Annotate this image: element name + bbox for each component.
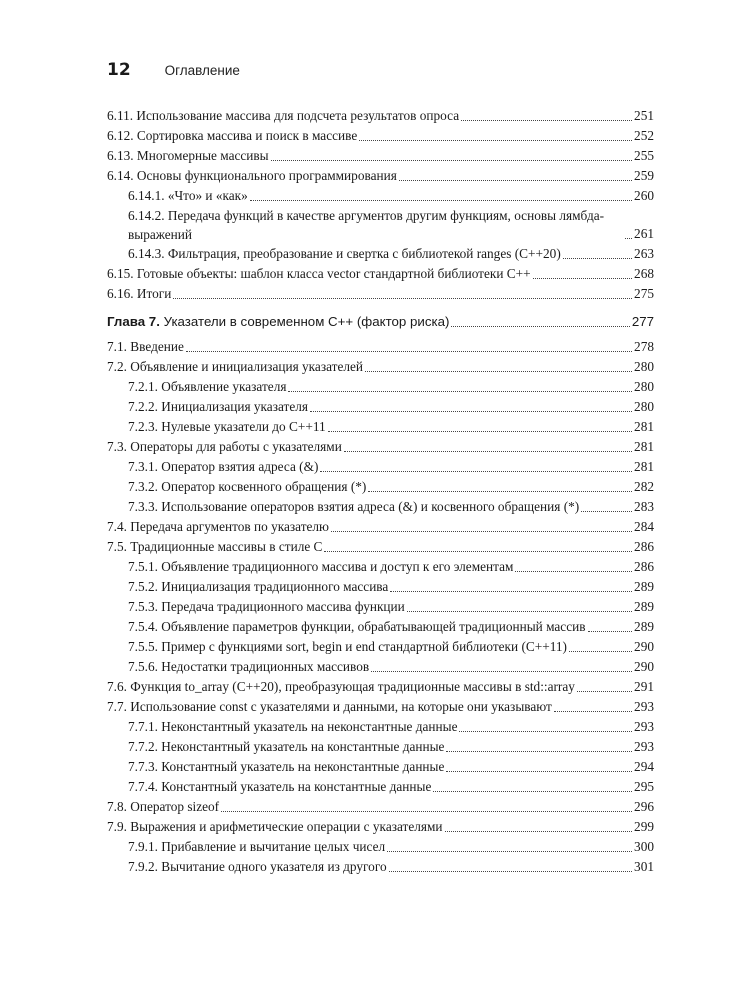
dot-leader	[407, 611, 632, 612]
toc-page-number: 281	[634, 439, 654, 454]
dot-leader	[554, 711, 632, 712]
toc-entry	[107, 737, 654, 757]
toc-page-number: 281	[634, 459, 654, 474]
dot-leader	[445, 831, 633, 832]
toc-entry	[107, 284, 654, 304]
toc-page-number: 280	[634, 359, 654, 374]
toc-page-number: 293	[634, 739, 654, 754]
toc-page-number: 290	[634, 659, 654, 674]
toc-entry-title	[107, 312, 449, 332]
toc-entry	[107, 537, 654, 557]
toc-page-number: 282	[634, 479, 654, 494]
toc-entry-title: 6.16. Итоги	[107, 286, 172, 301]
toc-entry-title: 7.2.2. Инициализация указателя	[128, 399, 308, 414]
toc-page-number: 280	[634, 399, 654, 414]
dot-leader	[461, 120, 632, 121]
toc-entry-title: 6.14. Основы функционального программирования	[107, 168, 397, 183]
toc-entry-title: 6.11. Использование массива для подсчета результатов опроса	[107, 108, 460, 123]
toc-entry-title: 7.9.2. Вычитание одного указателя из другого	[128, 859, 387, 874]
toc-page-number: 259	[634, 168, 654, 183]
dot-leader	[186, 351, 632, 352]
toc-entry-title: 7.5.1. Объявление традиционного массива и доступ к его элементам	[128, 559, 514, 574]
toc-entry	[107, 457, 654, 477]
dot-leader	[221, 811, 632, 812]
toc-entry-title: 7.4. Передача аргументов по указателю	[107, 519, 329, 534]
dot-leader	[371, 671, 632, 672]
toc-page-number: 301	[634, 859, 654, 874]
toc-page-number: 263	[634, 246, 654, 261]
toc-entry	[107, 657, 654, 677]
toc-entry-title: 6.15. Готовые объекты: шаблон класса vector стандартной библиотеки C++	[107, 266, 531, 281]
dot-leader	[451, 326, 629, 327]
dot-leader	[271, 160, 632, 161]
toc-page-number: 286	[634, 559, 654, 574]
toc-page-number: 293	[634, 719, 654, 734]
toc-entry-title: 7.3.3. Использование операторов взятия адреса (&) и косвенного обращения (*)	[128, 499, 580, 514]
toc-page-number: 280	[634, 379, 654, 394]
toc-page-number: 281	[634, 419, 654, 434]
toc-page-number: 261	[634, 226, 654, 241]
toc-entry	[107, 337, 654, 357]
dot-leader	[320, 471, 632, 472]
toc-page-number: 291	[634, 679, 654, 694]
toc-page-number: 300	[634, 839, 654, 854]
toc-page-number: 293	[634, 699, 654, 714]
toc-entry	[107, 186, 654, 206]
dot-leader	[288, 391, 632, 392]
toc-page-number: 289	[634, 619, 654, 634]
toc-entry	[107, 437, 654, 457]
toc-entry-title: 7.3. Операторы для работы с указателями	[107, 439, 342, 454]
toc-entry	[107, 417, 654, 437]
toc-entry	[107, 497, 654, 517]
toc-entry	[107, 717, 654, 737]
toc-page-number: 255	[634, 148, 654, 163]
toc-entry-title: 7.8. Оператор sizeof	[107, 799, 220, 814]
toc-page-number: 284	[634, 519, 654, 534]
toc-entry-title: 7.5.5. Пример с функциями sort, begin и end стандартной библиотеки (C++11)	[128, 639, 567, 654]
toc-entry	[107, 757, 654, 777]
toc-page-number: 294	[634, 759, 654, 774]
toc-page-number: 296	[634, 799, 654, 814]
toc-entry-title: 6.12. Сортировка массива и поиск в массиве	[107, 128, 358, 143]
dot-leader	[588, 631, 633, 632]
dot-leader	[359, 140, 632, 141]
toc-entry	[107, 517, 654, 537]
dot-leader	[433, 791, 632, 792]
toc-page-number: 290	[634, 639, 654, 654]
dot-leader	[331, 531, 632, 532]
page-number: 12	[107, 60, 131, 80]
toc-entry	[107, 617, 654, 637]
toc-entry	[107, 477, 654, 497]
dot-leader	[250, 200, 632, 201]
toc-page-number: 251	[634, 108, 654, 123]
toc-entry-title: 7.9.1. Прибавление и вычитание целых чисел	[128, 839, 386, 854]
toc-entry-title: 7.3.1. Оператор взятия адреса (&)	[128, 459, 319, 474]
toc-entry	[107, 146, 654, 166]
dot-leader	[581, 511, 632, 512]
toc-entry	[107, 837, 654, 857]
toc-entry-title: 7.1. Введение	[107, 339, 184, 354]
toc-entry-title: 6.14.1. «Что» и «как»	[128, 188, 248, 203]
dot-leader	[459, 731, 632, 732]
toc-entry	[107, 577, 654, 597]
toc-entry	[107, 817, 654, 837]
toc-entry	[107, 106, 654, 126]
toc-page-number: 299	[634, 819, 654, 834]
toc-entry-title: 7.2. Объявление и инициализация указателей	[107, 359, 363, 374]
toc-entry	[107, 797, 654, 817]
toc-entry-title: 6.14.3. Фильтрация, преобразование и свертка с библиотекой ranges (C++20)	[128, 246, 561, 261]
toc-entry-title: 6.14.2. Передача функций в качестве аргументов другим функциям, основы лямбда-выражений	[128, 208, 605, 242]
toc-page-number: 278	[634, 339, 654, 354]
dot-leader	[365, 371, 632, 372]
toc-chapter-entry	[107, 312, 654, 332]
toc-entry	[107, 557, 654, 577]
toc-entry-title: 7.2.1. Объявление указателя	[128, 379, 287, 394]
dot-leader	[389, 871, 632, 872]
toc-entry	[107, 377, 654, 397]
running-title: Оглавление	[164, 63, 240, 78]
dot-leader	[533, 278, 632, 279]
dot-leader	[515, 571, 632, 572]
dot-leader	[569, 651, 632, 652]
toc-page-number: 252	[634, 128, 654, 143]
table-of-contents	[107, 106, 654, 877]
toc-page-number: 275	[634, 286, 654, 301]
toc-entry-title: 7.5.2. Инициализация традиционного массива	[128, 579, 389, 594]
toc-entry-title: 7.7.4. Константный указатель на константные данные	[128, 779, 432, 794]
page-header	[107, 60, 240, 80]
toc-entry	[107, 697, 654, 717]
dot-leader	[344, 451, 632, 452]
dot-leader	[399, 180, 632, 181]
dot-leader	[577, 691, 632, 692]
chapter-title: Указатели в современном C++ (фактор риска)	[159, 314, 450, 329]
toc-entry-title: 7.7. Использование const с указателями и данными, на которые они указывают	[107, 699, 552, 714]
toc-entry-title: 7.7.2. Неконстантный указатель на константные данные	[128, 739, 445, 754]
toc-page-number: 260	[634, 188, 654, 203]
toc-entry	[107, 357, 654, 377]
toc-entry-title: 7.5.4. Объявление параметров функции, обрабатывающей традиционный массив	[128, 619, 586, 634]
toc-entry	[107, 857, 654, 877]
toc-entry	[107, 264, 654, 284]
dot-leader	[310, 411, 632, 412]
toc-page-number: 286	[634, 539, 654, 554]
toc-entry-title: 7.5. Традиционные массивы в стиле C	[107, 539, 323, 554]
toc-entry	[107, 597, 654, 617]
dot-leader	[173, 298, 632, 299]
toc-page-number: 283	[634, 499, 654, 514]
dot-leader	[387, 851, 632, 852]
toc-page-number: 289	[634, 599, 654, 614]
toc-entry-title: 6.13. Многомерные массивы	[107, 148, 269, 163]
toc-entry-title: 7.7.3. Константный указатель на неконстантные данные	[128, 759, 445, 774]
toc-entry	[107, 126, 654, 146]
dot-leader	[368, 491, 632, 492]
toc-entry-title: 7.6. Функция to_array (C++20), преобразующая традиционные массивы в std::array	[107, 679, 575, 694]
toc-entry	[107, 244, 654, 264]
dot-leader	[328, 431, 632, 432]
dot-leader	[625, 238, 632, 239]
toc-page-number: 277	[631, 314, 654, 329]
toc-entry-title: 7.3.2. Оператор косвенного обращения (*)	[128, 479, 367, 494]
dot-leader	[390, 591, 632, 592]
toc-entry-title: 7.7.1. Неконстантный указатель на неконстантные данные	[128, 719, 458, 734]
toc-page-number: 268	[634, 266, 654, 281]
toc-entry	[107, 166, 654, 186]
toc-page-number: 295	[634, 779, 654, 794]
dot-leader	[446, 771, 632, 772]
toc-entry-title: 7.5.3. Передача традиционного массива функции	[128, 599, 405, 614]
toc-entry-title: 7.9. Выражения и арифметические операции с указателями	[107, 819, 443, 834]
toc-entry-title: 7.2.3. Нулевые указатели до C++11	[128, 419, 326, 434]
dot-leader	[446, 751, 632, 752]
toc-page-number: 289	[634, 579, 654, 594]
dot-leader	[563, 258, 632, 259]
toc-entry	[107, 206, 654, 244]
dot-leader	[324, 551, 632, 552]
toc-entry	[107, 397, 654, 417]
chapter-label: Глава 7.	[107, 314, 160, 329]
toc-entry	[107, 777, 654, 797]
toc-entry	[107, 637, 654, 657]
toc-entry	[107, 677, 654, 697]
toc-entry-title: 7.5.6. Недостатки традиционных массивов	[128, 659, 370, 674]
